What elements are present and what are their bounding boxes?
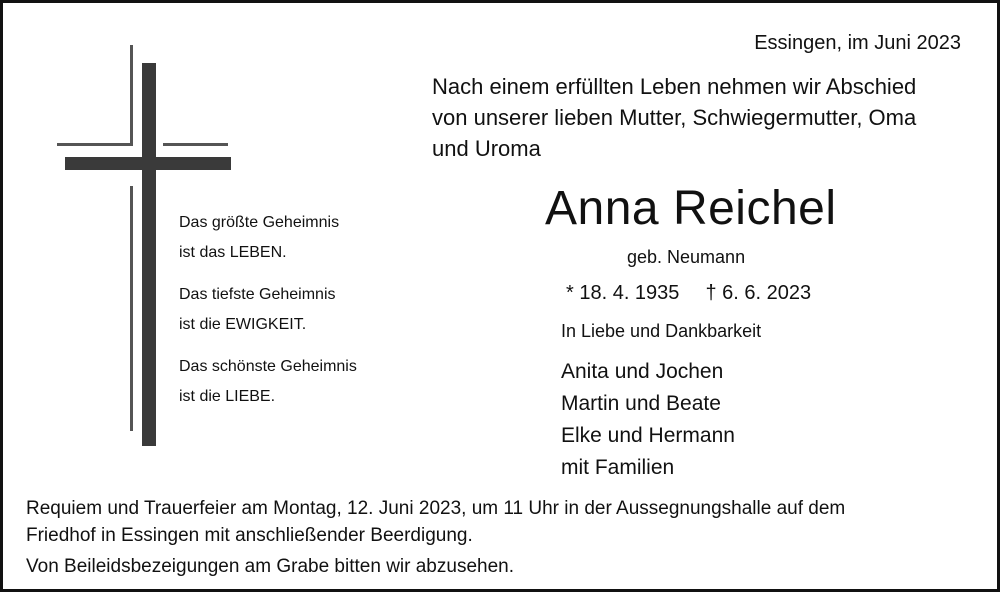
life-dates	[566, 283, 811, 303]
mourner-entry: Martin und Beate	[561, 392, 721, 415]
mourner-entry: Elke und Hermann	[561, 424, 735, 447]
service-info	[26, 495, 976, 549]
intro-line: von unserer lieben Mutter, Schwiegermutter, Oma	[432, 105, 917, 130]
intro-line: Nach einem erfüllten Leben nehmen wir Abschied	[432, 74, 917, 99]
death-date: † 6. 6. 2023	[705, 282, 812, 304]
mourners-list	[561, 356, 735, 484]
poem-line: Das tiefste Geheimnis	[179, 286, 336, 303]
poem-stanza	[179, 208, 357, 268]
birth-date: * 18. 4. 1935	[566, 282, 680, 304]
poem-stanza	[179, 352, 357, 412]
service-line: Friedhof in Essingen mit anschließender Beerdigung.	[26, 525, 473, 546]
poem-stanza	[179, 280, 357, 340]
place-date: Essingen, im Juni 2023	[754, 32, 961, 54]
poem-line: ist die EWIGKEIT.	[179, 316, 307, 333]
poem-line: ist die LIEBE.	[179, 388, 276, 405]
poem	[179, 208, 357, 424]
poem-line: ist das LEBEN.	[179, 244, 287, 261]
birth-name: geb. Neumann	[627, 247, 746, 267]
thanks-line: In Liebe und Dankbarkeit	[561, 321, 762, 341]
mourner-entry: mit Familien	[561, 456, 675, 479]
condolence-note: Von Beileidsbezeigungen am Grabe bitten wir abzusehen.	[26, 556, 514, 577]
poem-line: Das größte Geheimnis	[179, 214, 340, 231]
deceased-name: Anna Reichel	[545, 182, 837, 235]
poem-line: Das schönste Geheimnis	[179, 358, 357, 375]
intro-line: und Uroma	[432, 136, 541, 161]
mourner-entry: Anita und Jochen	[561, 360, 724, 383]
intro-text	[432, 71, 992, 164]
service-line: Requiem und Trauerfeier am Montag, 12. Juni 2023, um 11 Uhr in der Aussegnungshalle auf dem	[26, 498, 846, 519]
